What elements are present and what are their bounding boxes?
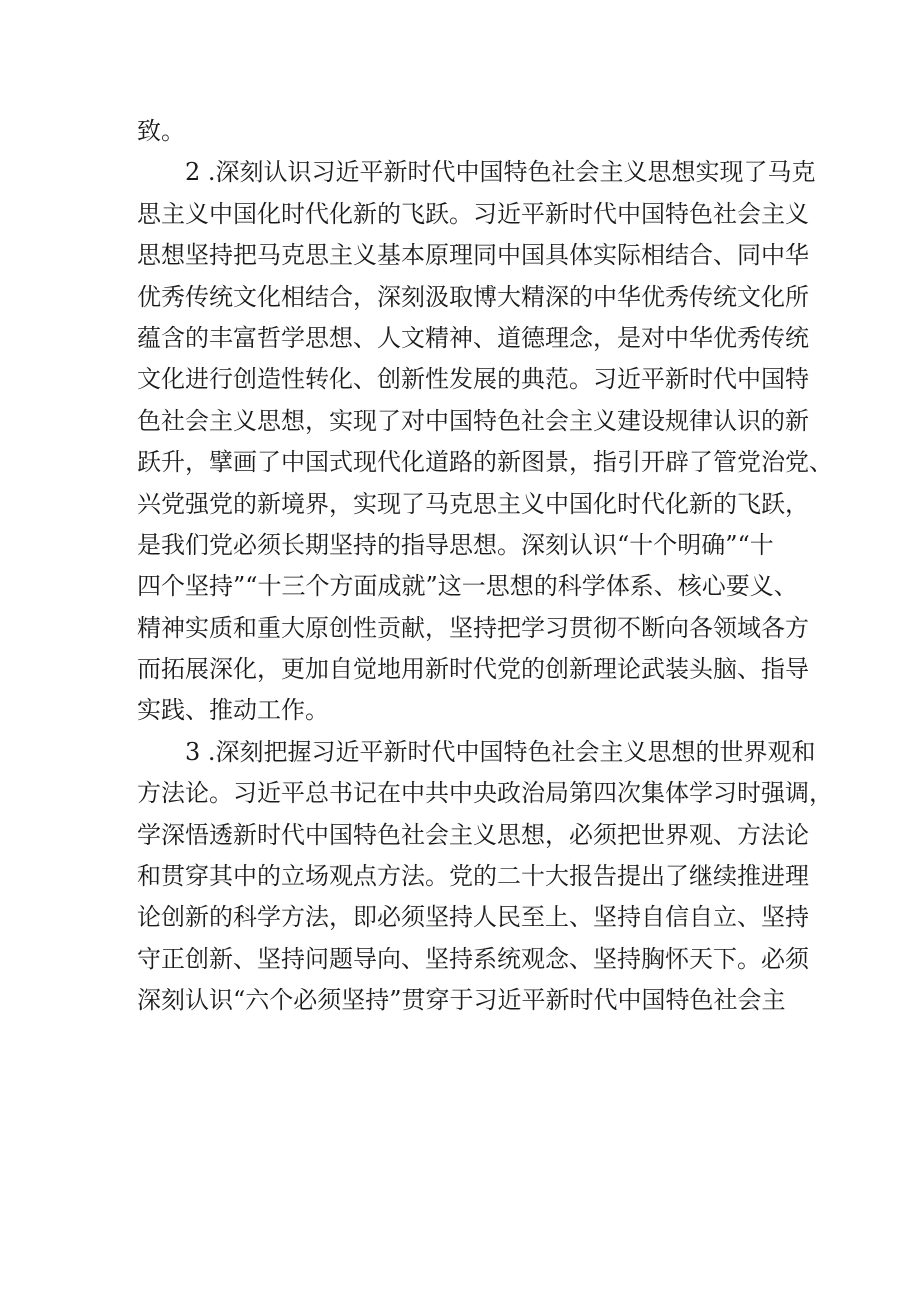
- text-line-6: 蕴含的丰富哲学思想、人文精神、道德理念，是对中华优秀传统: [137, 323, 809, 352]
- text-line-20: 论创新的科学方法，即必须坚持人民至上、坚持自信自立、坚持: [137, 903, 809, 932]
- text-line-7: 文化进行创造性转化、创新性发展的典范。习近平新时代中国特: [137, 365, 809, 394]
- document-body: [137, 111, 833, 1022]
- text-line-11: 是我们党必须长期坚持的指导思想。深刻认识“十个明确”“十: [137, 530, 774, 559]
- text-line-10: 兴党强党的新境界，实现了马克思主义中国化时代化新的飞跃，: [137, 489, 809, 518]
- text-line-8: 色社会主义思想，实现了对中国特色社会主义建设规律认识的新: [137, 406, 809, 435]
- text-line-19: 和贯穿其中的立场观点方法。党的二十大报告提出了继续推进理: [137, 862, 809, 891]
- text-line-9: 跃升，擘画了中国式现代化道路的新图景，指引开辟了管党治党、: [137, 448, 833, 477]
- text-line-22: 深刻认识“六个必须坚持”贯穿于习近平新时代中国特色社会主: [137, 986, 786, 1015]
- text-line-1: 致。: [137, 117, 185, 145]
- text-line-5: 优秀传统文化相结合，深刻汲取博大精深的中华优秀传统文化所: [137, 282, 809, 311]
- text-line-2: 2 .深刻认识习近平新时代中国特色社会主义思想实现了马克: [185, 158, 816, 187]
- text-line-12: 四个坚持”“十三个方面成就”这一思想的科学体系、核心要义、: [137, 572, 798, 601]
- text-line-15: 实践、推动工作。: [137, 696, 329, 725]
- text-line-21: 守正创新、坚持问题导向、坚持系统观念、坚持胸怀天下。必须: [137, 944, 809, 973]
- text-line-3: 思主义中国化时代化新的飞跃。习近平新时代中国特色社会主义: [137, 199, 809, 228]
- text-line-17: 方法论。习近平总书记在中共中央政治局第四次集体学习时强调，: [137, 779, 833, 808]
- text-line-13: 精神实质和重大原创性贡献，坚持把学习贯彻不断向各领域各方: [137, 613, 809, 642]
- text-line-14: 而拓展深化，更加自觉地用新时代党的创新理论武装头脑、指导: [137, 655, 809, 684]
- text-line-16: 3 .深刻把握习近平新时代中国特色社会主义思想的世界观和: [185, 737, 816, 766]
- text-line-4: 思想坚持把马克思主义基本原理同中国具体实际相结合、同中华: [137, 241, 809, 270]
- text-line-18: 学深悟透新时代中国特色社会主义思想，必须把世界观、方法论: [137, 820, 809, 849]
